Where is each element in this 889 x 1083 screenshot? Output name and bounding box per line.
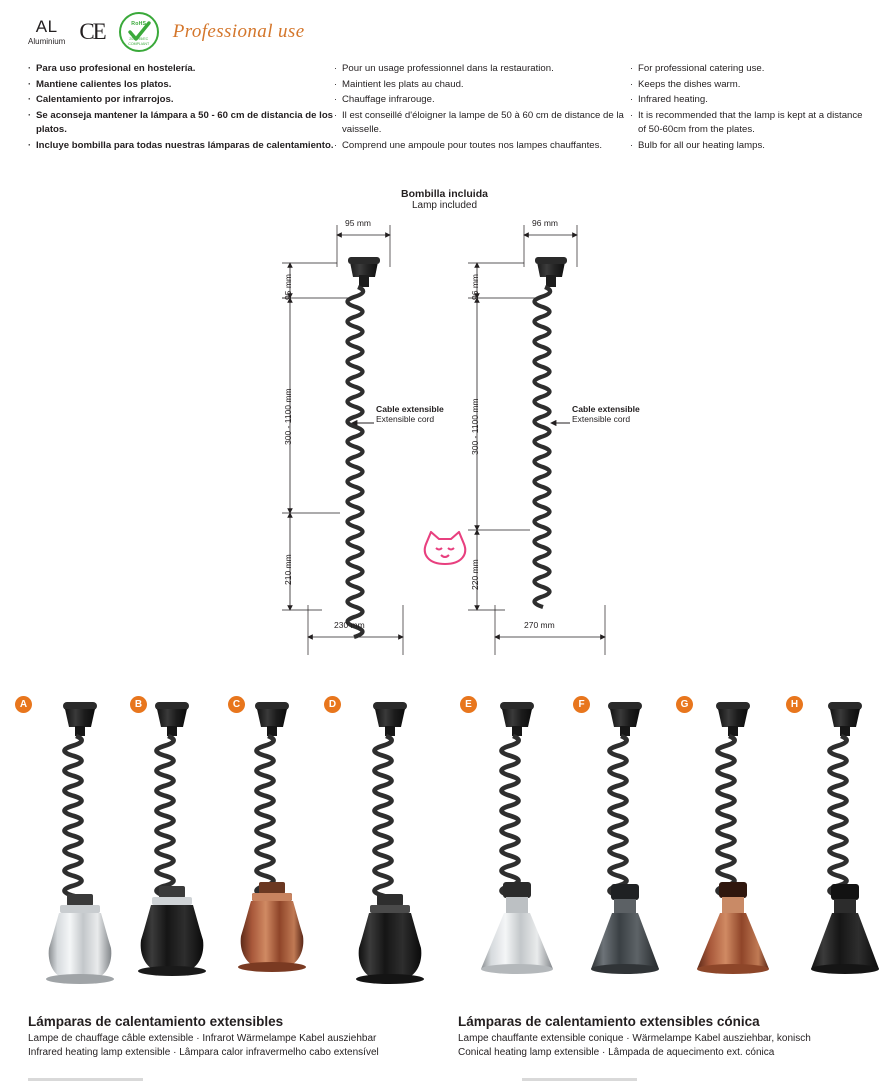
bullet-dot-icon: · <box>334 139 337 150</box>
material-name: Aluminium <box>28 37 66 46</box>
dim-left-shade-width: 230 mm <box>334 620 365 630</box>
bullet-dot-icon: · <box>28 109 31 120</box>
bullet-text: Keeps the dishes warm. <box>638 78 741 90</box>
rohs-label: RoHS <box>131 21 147 27</box>
dim-right-shade-height: 220 mm <box>470 559 480 590</box>
bullet-dot-icon: · <box>334 109 337 120</box>
caption-left <box>28 1014 458 1060</box>
dim-right-shade-width: 270 mm <box>524 620 555 630</box>
list-item <box>334 62 630 77</box>
caption-right-line2: Conical heating lamp extensible · Lâmpada de aquecimento ext. cónica <box>458 1047 775 1059</box>
list-item <box>630 109 868 138</box>
bullet-dot-icon: · <box>28 63 31 73</box>
caption-right <box>458 1014 878 1060</box>
professional-use-label: Professional use <box>172 21 305 42</box>
dim-right-cord-range: 300 - 1100 mm <box>470 398 480 455</box>
footer-divider-right <box>522 1078 637 1081</box>
technical-drawings <box>0 205 889 665</box>
bullet-dot-icon: · <box>28 78 31 89</box>
callout-right-cord <box>572 404 640 424</box>
header-badges <box>28 8 305 56</box>
list-item <box>630 78 868 93</box>
dim-left-cord-range: 300 - 1100 mm <box>283 388 293 445</box>
callout-left-cord <box>376 404 444 424</box>
bullet-text: Infrared heating. <box>638 94 708 106</box>
bullet-dot-icon: · <box>28 139 31 150</box>
lamp-label-g[interactable]: G <box>676 696 693 713</box>
list-item <box>630 139 868 154</box>
caption-right-title: Lámparas de calentamiento extensibles cónica <box>458 1014 760 1029</box>
diagram-title-en: Lamp included <box>411 200 478 211</box>
rohs-compliance-label: 2002/95/EC COMPLIANT <box>128 37 150 46</box>
list-item <box>28 62 334 77</box>
lamp-label-e[interactable]: E <box>460 696 477 713</box>
bullet-text: Mantiene calientes los platos. <box>36 78 172 90</box>
footer-divider-left <box>28 1078 143 1081</box>
bullet-text: Bulb for all our heating lamps. <box>638 139 765 151</box>
caption-left-title: Lámparas de calentamiento extensibles <box>28 1014 284 1029</box>
lamp-label-c[interactable]: C <box>228 696 245 713</box>
bullet-dot-icon: · <box>334 78 337 89</box>
dimension-drawing-svg <box>0 205 889 665</box>
dim-right-top-height: 96 mm <box>470 274 480 300</box>
ce-mark-icon: CE <box>79 19 105 44</box>
bullet-text: Calentamiento por infrarrojos. <box>36 94 174 106</box>
dim-left-shade-height: 210 mm <box>283 554 293 585</box>
material-code: AL <box>35 17 58 36</box>
lamp-label-f[interactable]: F <box>573 696 590 713</box>
diagram-title-es: Bombilla incluida <box>401 188 488 200</box>
bullet-text: Chauffage infrarouge. <box>342 94 435 106</box>
bullet-dot-icon: · <box>630 94 633 105</box>
material-badge <box>28 18 65 46</box>
list-item <box>334 139 630 154</box>
bullet-dot-icon: · <box>630 63 633 73</box>
lamp-label-d[interactable]: D <box>324 696 341 713</box>
caption-left-line1: Lampe de chauffage câble extensible · Infrarot Wärmelampe Kabel ausziehbar <box>28 1033 377 1044</box>
callout-left-en: Extensible cord <box>376 414 435 424</box>
feature-bullets <box>28 62 868 154</box>
caption-left-line2: Infrared heating lamp extensible · Lâmpara calor infravermelho cabo extensível <box>28 1047 379 1059</box>
bullets-spanish <box>28 62 334 154</box>
callout-right-es: Cable extensible <box>572 404 640 414</box>
bullet-text: Comprend une ampoule pour toutes nos lampes chauffantes. <box>342 139 603 151</box>
list-item <box>28 109 334 138</box>
list-item <box>334 93 630 108</box>
list-item <box>334 78 630 93</box>
dim-left-top-width: 95 mm <box>345 218 371 228</box>
lamp-products-svg <box>0 686 889 986</box>
bullet-text: Maintient les plats au chaud. <box>342 78 464 90</box>
list-item <box>28 93 334 108</box>
bullet-dot-icon: · <box>630 139 633 150</box>
dim-left-top-height: 95 mm <box>283 274 293 300</box>
bullet-dot-icon: · <box>334 63 337 73</box>
bullet-dot-icon: · <box>334 94 337 105</box>
lamp-label-a[interactable]: A <box>15 696 32 713</box>
cat-logo-icon <box>425 532 465 564</box>
bullet-text: Se aconseja mantener la lámpara a 50 - 60 cm de distancia de los platos. <box>36 109 334 136</box>
bullet-text: Incluye bombilla para todas nuestras lámparas de calentamiento. <box>36 139 334 151</box>
callout-left-es: Cable extensible <box>376 404 444 414</box>
caption-right-line1: Lampe chauffante extensible conique · Wärmelampe Kabel ausziehbar, konisch <box>458 1033 811 1044</box>
dim-right-top-width: 96 mm <box>532 218 558 228</box>
bullet-dot-icon: · <box>630 78 633 89</box>
bullets-french <box>334 62 630 154</box>
list-item <box>334 109 630 138</box>
bullet-text: Pour un usage professionnel dans la restauration. <box>342 63 554 74</box>
rohs-icon <box>119 12 159 52</box>
bullet-text: For professional catering use. <box>638 63 765 74</box>
lamp-variants-row <box>0 686 889 986</box>
bullet-dot-icon: · <box>28 94 31 105</box>
bullets-english <box>630 62 868 154</box>
list-item <box>630 62 868 77</box>
list-item <box>28 78 334 93</box>
lamp-label-h[interactable]: H <box>786 696 803 713</box>
bullet-dot-icon: · <box>630 109 633 120</box>
callout-right-en: Extensible cord <box>572 414 631 424</box>
bullet-text: Para uso profesional en hostelería. <box>36 63 196 74</box>
bullet-text: It is recommended that the lamp is kept at a distance of 50-60cm from the plates. <box>638 109 863 136</box>
list-item <box>630 93 868 108</box>
list-item <box>28 139 334 154</box>
lamp-label-b[interactable]: B <box>130 696 147 713</box>
bullet-text: Il est conseillé d'éloigner la lampe de 50 à 60 cm de distance de la vaisselle. <box>342 109 624 136</box>
